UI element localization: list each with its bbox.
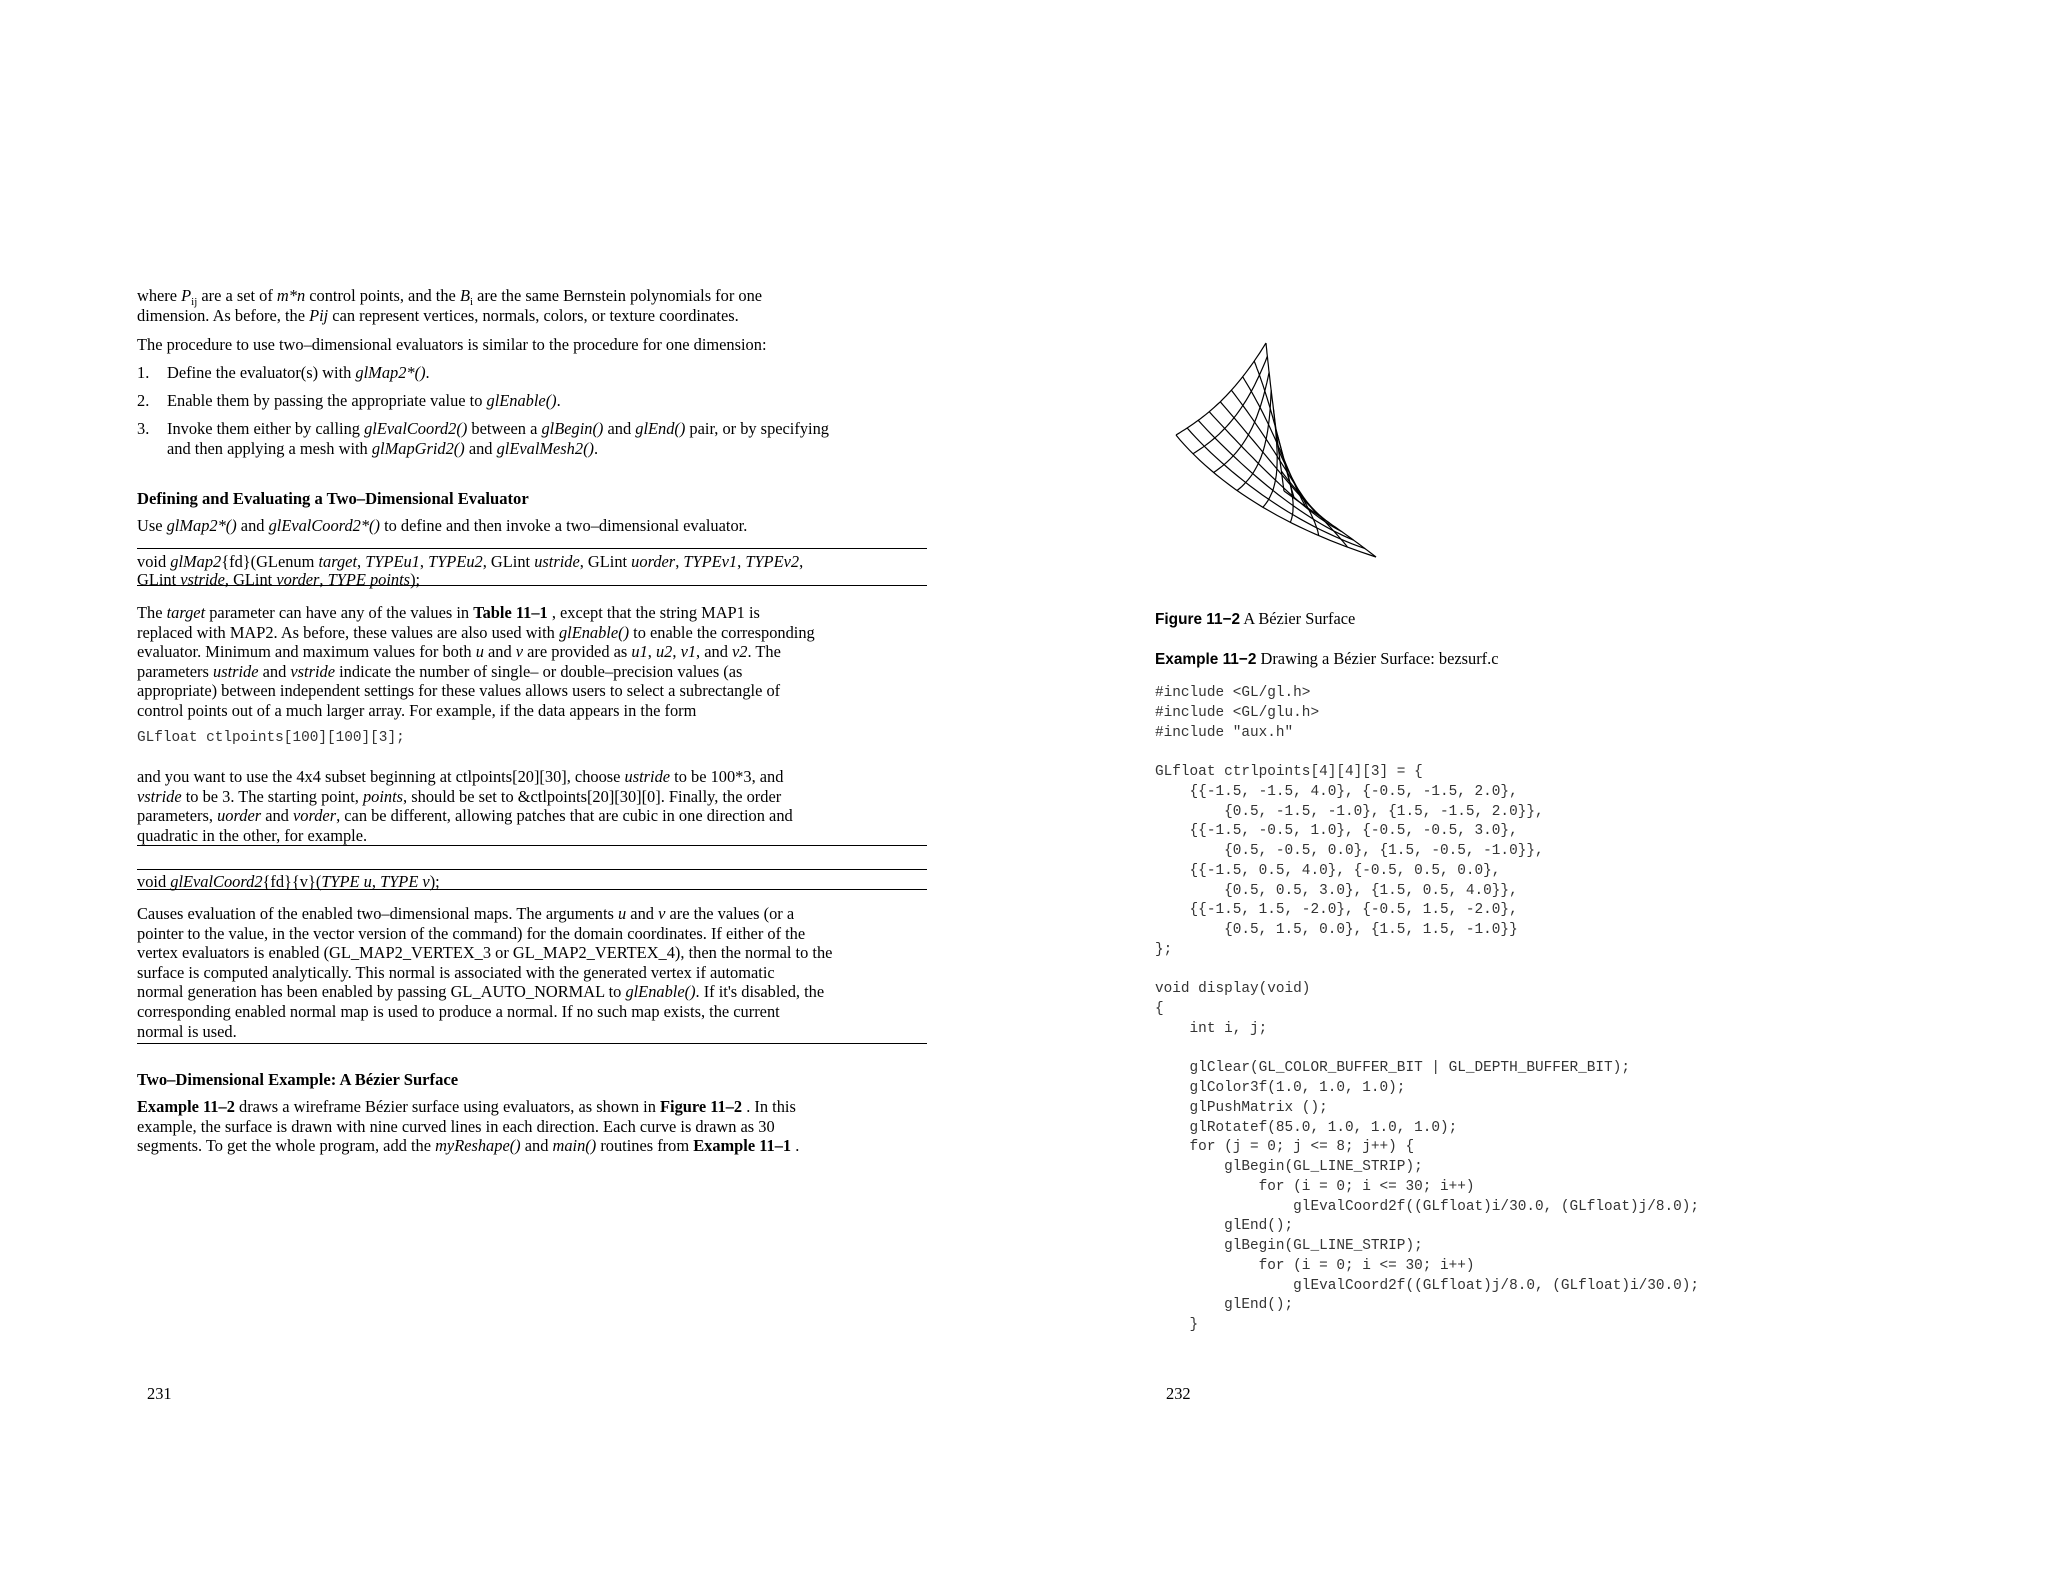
- code-line: }: [1155, 1317, 1199, 1333]
- wireframe-curve: [1193, 356, 1267, 453]
- example-caption: Example 11−2 Drawing a Bézier Surface: bezsurf.c: [1155, 649, 1499, 668]
- figure-caption: Figure 11−2 A Bézier Surface: [1155, 609, 1356, 628]
- code-line: #include "aux.h": [1155, 724, 1294, 741]
- code-line: glEnd();: [1155, 1218, 1294, 1235]
- rule: [137, 548, 927, 549]
- subset-paragraph: and you want to use the 4x4 subset beginning at ctlpoints[20][30], choose ustride to be 100*3, and vstride to be 3. The starting point, points, should be set to &ctlpoints[20][30][0]. Finally, the order parameters, uorder and vorder, can be different, allowing patches that are cubic in one direction and quadratic in the other, for example.: [137, 767, 793, 845]
- code-line: {{-1.5, -1.5, 4.0}, {-0.5, -1.5, 2.0},: [1155, 783, 1518, 800]
- code-line: glColor3f(1.0, 1.0, 1.0);: [1155, 1080, 1406, 1096]
- rule: [137, 845, 927, 846]
- glevalcoord2-prototype: void glEvalCoord2{fd}{v}(TYPE u, TYPE v);: [137, 873, 440, 891]
- code-line: for (j = 0; j <= 8; j++) {: [1155, 1139, 1415, 1156]
- wireframe-curve: [1266, 343, 1284, 491]
- page-number: 231: [147, 1384, 172, 1403]
- code-line: for (i = 0; i <= 30; i++): [1155, 1257, 1475, 1274]
- section-heading-evaluator: Defining and Evaluating a Two–Dimensional Evaluator: [137, 489, 529, 508]
- code-line: glBegin(GL_LINE_STRIP);: [1155, 1238, 1423, 1254]
- code-line: [1155, 743, 1699, 763]
- code-line: glPushMatrix ();: [1155, 1099, 1328, 1116]
- target-paragraph: The target parameter can have any of the values in Table 11–1 , except that the string MAP1 is replaced with MAP2. As before, these values are also used with glEnable() to enable the corresponding evaluator. Minimum and maximum values for both u and v are provided as u1, u2, v1, and v2. The parameters ustride and vstride indicate the number of single– or double–precision values (as appropriate) between independent settings for these values allows users to select a subrectangle of control points out of a much larger array. For example, if the data appears in the form: [137, 603, 815, 720]
- code-line: {0.5, -0.5, 0.0}, {1.5, -0.5, -1.0}},: [1155, 843, 1544, 859]
- wireframe-curve: [1281, 471, 1347, 547]
- code-line: glBegin(GL_LINE_STRIP);: [1155, 1159, 1423, 1175]
- code-line: {{-1.5, 0.5, 4.0}, {-0.5, 0.5, 0.0},: [1155, 862, 1501, 879]
- causes-paragraph: Causes evaluation of the enabled two–dimensional maps. The arguments u and v are the values (or a pointer to the value, in the vector version of the command) for the domain coordinates. If either of the vertex evaluators is enabled (GL_MAP2_VERTEX_3 or GL_MAP2_VERTEX_4), then the normal to the surface is computed analytically. This normal is associated with the generated vertex if automatic normal generation has been enabled by passing GL_AUTO_NORMAL to glEnable(). If it's disabled, the corresponding enabled normal map is used to produce a normal. If no such map exists, the current normal is used.: [137, 904, 833, 1041]
- code-line: {{-1.5, 1.5, -2.0}, {-0.5, 1.5, -2.0},: [1155, 902, 1518, 919]
- code-line: #include <GL/glu.h>: [1155, 704, 1320, 721]
- code-line: };: [1155, 941, 1173, 958]
- code-line: void display(void): [1155, 981, 1311, 998]
- intro-paragraph: where $P_{ij}$ are a set of m*n control points, and the $B_i$ are the same Bernstein polynomials for one dimension. As before, the Pij can represent vertices, normals, colors, or texture coordinates.: [137, 286, 763, 325]
- code-line: glEnd();: [1155, 1297, 1294, 1314]
- procedure-intro: The procedure to use two–dimensional evaluators is similar to the procedure for one dimension:: [137, 335, 767, 354]
- code-line: glEvalCoord2f((GLfloat)j/8.0, (GLfloat)i/30.0);: [1155, 1277, 1700, 1294]
- code-line: glClear(GL_COLOR_BUFFER_BIT | GL_DEPTH_BUFFER_BIT);: [1155, 1060, 1630, 1077]
- code-line: {0.5, -1.5, -1.0}, {1.5, -1.5, 2.0}},: [1155, 803, 1544, 820]
- code-line: glEvalCoord2f((GLfloat)i/30.0, (GLfloat)j/8.0);: [1155, 1198, 1700, 1215]
- rule: [137, 889, 927, 890]
- rule: [137, 585, 927, 586]
- bezier-surface-wireframe-figure: [1170, 335, 1420, 563]
- code-line: glRotatef(85.0, 1.0, 1.0, 1.0);: [1155, 1119, 1458, 1136]
- ctlpoints-declaration: GLfloat ctlpoints[100][100][3];: [137, 730, 405, 746]
- code-line: int i, j;: [1155, 1020, 1268, 1037]
- rule: [137, 869, 927, 870]
- code-line: GLfloat ctrlpoints[4][4][3] = {: [1155, 764, 1423, 780]
- code-listing: [1155, 684, 1699, 1336]
- code-line: #include <GL/gl.h>: [1155, 685, 1311, 701]
- section-heading-example: Two–Dimensional Example: A Bézier Surface: [137, 1070, 459, 1089]
- code-line: [1155, 1040, 1699, 1060]
- use-line: Use glMap2*() and glEvalCoord2*() to define and then invoke a two–dimensional evaluator.: [137, 516, 748, 535]
- code-line: {0.5, 0.5, 3.0}, {1.5, 0.5, 4.0}},: [1155, 882, 1518, 899]
- example-paragraph: Example 11–2 draws a wireframe Bézier surface using evaluators, as shown in Figure 11–2 . In this example, the surface is drawn with nine curved lines in each direction. Each curve is drawn as 30 segments. To get the whole program, add the myReshape() and main() routines from Example 11–1 .: [137, 1097, 800, 1156]
- code-line: {: [1155, 1001, 1164, 1017]
- left-page: where $P_{ij}$ are a set of m*n control points, and the $B_i$ are the same Bernstein polynomials for one dimension. As before, the Pij can represent vertices, normals, colors, or texture coordinates. The procedure to use two–dimensional evaluators is similar to the procedure for one dimension: 1. Define the evaluator(s) with glMap2*(). 2. Enable them by passing the appropriate value to glEnable(). 3. Invoke them either by calling glEvalCoord2() between a glBegin() and glEnd() pair, or by specifying and then applying a mesh with glMapGrid2() and glEvalMesh2(). Defining and Evaluating a Two–Dimensional Evaluator Use glMap2*() and glEvalCoord2*() to define and then invoke a two–dimensional evaluator. void glMap2{fd}(GLenum target, TYPEu1, TYPEu2, GLint ustride, GLint uorder, TYPEv1, TYPEv2, GLint vstride, GLint vorder, TYPE points); The target parameter can have any of the values in Table 11–1 , except that the string MAP1 is replaced with MAP2. As before, these values are also used with glEnable() to enable the corresponding evaluator. Minimum and maximum values for both u and v are provided as u1, u2, v1, and v2. The parameters ustride and vstride indicate the number of single– or double–precision values (as appropriate) between independent settings for these values allows users to select a subrectangle of control points out of a much larger array. For example, if the data appears in the form GLfloat ctlpoints[100][100][3]; and you want to use the 4x4 subset beginning at ctlpoints[20][30], choose ustride to be 100*3, and vstride to be 3. The starting point, points, should be set to &ctlpoints[20][30][0]. Finally, the order parameters, uorder and vorder, can be different, allowing patches that are cubic in one direction and quadratic in the other, for example. void glEvalCoord2{fd}{v}(TYPE u, TYPE v); Causes evaluation of the enabled two–dimensional maps. The arguments u and v are the values (or a pointer to the value, in the vector version of the command) for the domain coordinates. If either of the vertex evaluators is enabled (GL_MAP2_VERTEX_3 or GL_MAP2_VERTEX_4), then the normal to the surface is computed analytically. This normal is associated with the generated vertex if automatic normal generation has been enabled by passing GL_AUTO_NORMAL to glEnable(). If it's disabled, the corresponding enabled normal map is used to produce a normal. If no such map exists, the current normal is used. Two–Dimensional Example: A Bézier Surface Example 11–2 draws a wireframe Bézier surface using evaluators, as shown in Figure 11–2 . In this example, the surface is drawn with nine curved lines in each direction. Each curve is drawn as 30 segments. To get the whole program, add the myReshape() and main() routines from Example 11–1 . 231: [0, 0, 1000, 1582]
- code-line: {0.5, 1.5, 0.0}, {1.5, 1.5, -1.0}}: [1155, 922, 1518, 938]
- page-number: 232: [1166, 1384, 1191, 1403]
- glmap2-prototype: void glMap2{fd}(GLenum target, TYPEu1, TYPEu2, GLint ustride, GLint uorder, TYPEv1, TYPEv2, GLint vstride, GLint vorder, TYPE points);: [137, 553, 804, 589]
- code-line: for (i = 0; i <= 30; i++): [1155, 1178, 1475, 1195]
- code-line: [1155, 961, 1699, 981]
- wireframe-curve: [1284, 491, 1376, 557]
- code-line: {{-1.5, -0.5, 1.0}, {-0.5, -0.5, 3.0},: [1155, 823, 1518, 840]
- rule: [137, 1043, 927, 1044]
